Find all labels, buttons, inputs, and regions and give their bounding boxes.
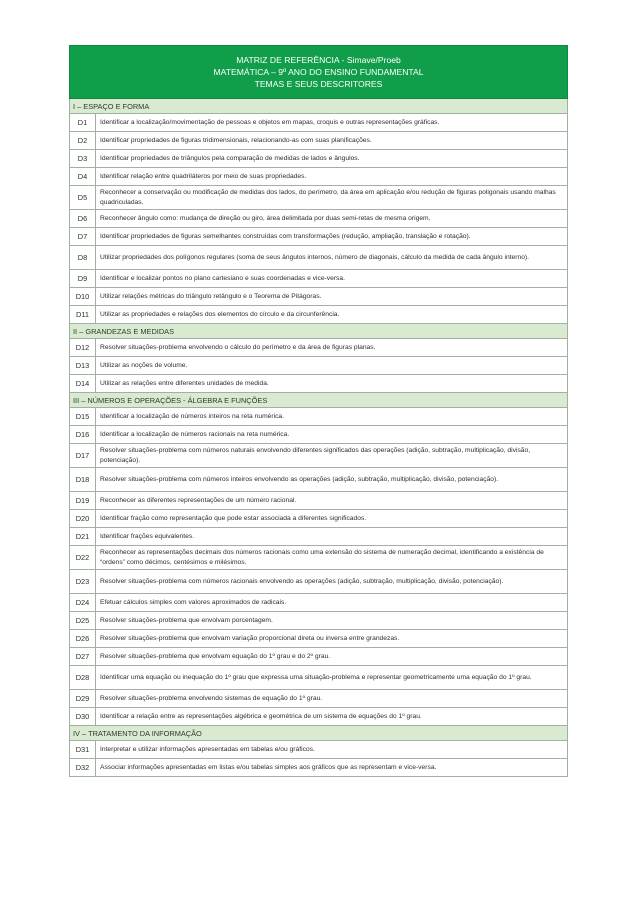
descriptor-text: Utilizar as noções de volume. xyxy=(96,357,568,375)
descriptor-code: D29 xyxy=(70,690,96,708)
reference-matrix-table xyxy=(69,45,568,777)
descriptor-text: Identificar fração como representação que pode estar associada a diferentes significados. xyxy=(96,510,568,528)
section-header-row xyxy=(70,726,568,741)
descriptor-code: D9 xyxy=(70,270,96,288)
descriptor-text: Utilizar as relações entre diferentes unidades de medida. xyxy=(96,375,568,393)
descriptor-row xyxy=(70,132,568,150)
header-subtitle: MATEMÁTICA – 9º ANO DO ENSINO FUNDAMENTAL xyxy=(213,67,424,77)
descriptor-row xyxy=(70,546,568,570)
descriptor-row xyxy=(70,690,568,708)
descriptor-text: Resolver situações-problema que envolvam equação do 1º grau e do 2º grau. xyxy=(96,648,568,666)
descriptor-row xyxy=(70,612,568,630)
section-title: II – GRANDEZAS E MEDIDAS xyxy=(70,324,568,339)
descriptor-row xyxy=(70,246,568,270)
section-header-row xyxy=(70,324,568,339)
descriptor-code: D23 xyxy=(70,570,96,594)
descriptor-text: Identificar propriedades de figuras tridimensionais, relacionando-as com suas planificações. xyxy=(96,132,568,150)
descriptor-text: Interpretar e utilizar informações apresentadas em tabelas e/ou gráficos. xyxy=(96,741,568,759)
descriptor-text: Reconhecer as representações decimais dos números racionais como uma extensão do sistema de numeração decimal, identificando a existência de “ordens” como décimos, centésimos e milésimos. xyxy=(96,546,568,570)
descriptor-row xyxy=(70,270,568,288)
descriptor-text: Resolver situações-problema com números naturais envolvendo diferentes significados das operações (adição, subtração, multiplicação, divisão, potenciação). xyxy=(96,444,568,468)
descriptor-row xyxy=(70,444,568,468)
descriptor-text: Utilizar as propriedades e relações dos elementos do círculo e da circunferência. xyxy=(96,306,568,324)
descriptor-code: D25 xyxy=(70,612,96,630)
descriptor-text: Identificar a localização/movimentação de pessoas e objetos em mapas, croquis e outras representações gráficas. xyxy=(96,114,568,132)
descriptor-code: D16 xyxy=(70,426,96,444)
descriptor-row xyxy=(70,666,568,690)
descriptor-text: Resolver situações-problema que envolvam variação proporcional direta ou inversa entre grandezas. xyxy=(96,630,568,648)
descriptor-row xyxy=(70,630,568,648)
descriptor-code: D17 xyxy=(70,444,96,468)
descriptor-text: Reconhecer ângulo como: mudança de direção ou giro, área delimitada por duas semi-retas de mesma origem. xyxy=(96,210,568,228)
descriptor-code: D32 xyxy=(70,759,96,777)
descriptor-text: Resolver situações-problema que envolvam porcentagem. xyxy=(96,612,568,630)
descriptor-code: D18 xyxy=(70,468,96,492)
descriptor-row xyxy=(70,759,568,777)
descriptor-code: D8 xyxy=(70,246,96,270)
descriptor-text: Associar informações apresentadas em listas e/ou tabelas simples aos gráficos que as representam e vice-versa. xyxy=(96,759,568,777)
descriptor-row xyxy=(70,426,568,444)
descriptor-code: D11 xyxy=(70,306,96,324)
descriptor-row xyxy=(70,228,568,246)
descriptor-code: D7 xyxy=(70,228,96,246)
descriptor-row xyxy=(70,114,568,132)
descriptor-row xyxy=(70,708,568,726)
descriptor-text: Identificar a localização de números inteiros na reta numérica. xyxy=(96,408,568,426)
table-header xyxy=(70,46,568,99)
header-caption: TEMAS E SEUS DESCRITORES xyxy=(254,79,383,89)
descriptor-code: D10 xyxy=(70,288,96,306)
descriptor-text: Identificar relação entre quadriláteros por meio de suas propriedades. xyxy=(96,168,568,186)
descriptor-text: Identificar a relação entre as representações algébrica e geométrica de um sistema de equações do 1º grau. xyxy=(96,708,568,726)
descriptor-row xyxy=(70,492,568,510)
descriptor-row xyxy=(70,288,568,306)
descriptor-code: D5 xyxy=(70,186,96,210)
descriptor-code: D15 xyxy=(70,408,96,426)
descriptor-code: D12 xyxy=(70,339,96,357)
descriptor-row xyxy=(70,528,568,546)
descriptor-text: Utilizar propriedades dos polígonos regulares (soma de seus ângulos internos, número de diagonais, cálculo da medida de cada ângulo interno). xyxy=(96,246,568,270)
section-title: I – ESPAÇO E FORMA xyxy=(70,99,568,114)
descriptor-row xyxy=(70,741,568,759)
descriptor-code: D6 xyxy=(70,210,96,228)
descriptor-code: D24 xyxy=(70,594,96,612)
descriptor-text: Resolver situações-problema envolvendo sistemas de equação do 1º grau. xyxy=(96,690,568,708)
descriptor-code: D3 xyxy=(70,150,96,168)
descriptor-code: D4 xyxy=(70,168,96,186)
section-title: IV – TRATAMENTO DA INFORMAÇÃO xyxy=(70,726,568,741)
descriptor-text: Resolver situações-problema envolvendo o cálculo do perímetro e da área de figuras planas. xyxy=(96,339,568,357)
table-header-row xyxy=(70,46,568,99)
descriptor-code: D1 xyxy=(70,114,96,132)
descriptor-text: Identificar propriedades de triângulos pela comparação de medidas de lados e ângulos. xyxy=(96,150,568,168)
section-title: III – NÚMEROS E OPERAÇÕES - ÁLGEBRA E FUNÇÕES xyxy=(70,393,568,408)
descriptor-row xyxy=(70,375,568,393)
descriptor-row xyxy=(70,186,568,210)
descriptor-text: Identificar propriedades de figuras semelhantes construídas com transformações (redução, ampliação, translação e rotação). xyxy=(96,228,568,246)
descriptor-code: D19 xyxy=(70,492,96,510)
descriptor-row xyxy=(70,210,568,228)
descriptor-row xyxy=(70,570,568,594)
descriptor-row xyxy=(70,357,568,375)
descriptor-code: D13 xyxy=(70,357,96,375)
descriptor-code: D28 xyxy=(70,666,96,690)
section-header-row xyxy=(70,99,568,114)
descriptor-code: D14 xyxy=(70,375,96,393)
descriptor-row xyxy=(70,339,568,357)
descriptor-row xyxy=(70,306,568,324)
descriptor-text: Reconhecer as diferentes representações de um número racional. xyxy=(96,492,568,510)
descriptor-code: D27 xyxy=(70,648,96,666)
descriptor-text: Identificar frações equivalentes. xyxy=(96,528,568,546)
descriptor-row xyxy=(70,510,568,528)
section-header-row xyxy=(70,393,568,408)
descriptor-row xyxy=(70,150,568,168)
descriptor-text: Resolver situações-problema com números inteiros envolvendo as operações (adição, subtração, multiplicação, divisão, potenciação). xyxy=(96,468,568,492)
descriptor-code: D26 xyxy=(70,630,96,648)
descriptor-text: Identificar a localização de números racionais na reta numérica. xyxy=(96,426,568,444)
descriptor-text: Identificar e localizar pontos no plano cartesiano e suas coordenadas e vice-versa. xyxy=(96,270,568,288)
descriptor-text: Resolver situações-problema com números racionais envolvendo as operações (adição, subtração, multiplicação, divisão, potenciação). xyxy=(96,570,568,594)
descriptor-text: Identificar uma equação ou inequação do 1º grau que expressa uma situação-problema e representar geometricamente uma equação do 1º grau. xyxy=(96,666,568,690)
descriptor-text: Efetuar cálculos simples com valores aproximados de radicais. xyxy=(96,594,568,612)
descriptor-code: D31 xyxy=(70,741,96,759)
header-title: MATRIZ DE REFERÊNCIA - Simave/Proeb xyxy=(236,55,401,65)
descriptor-code: D20 xyxy=(70,510,96,528)
descriptor-row xyxy=(70,408,568,426)
descriptor-code: D21 xyxy=(70,528,96,546)
descriptor-row xyxy=(70,594,568,612)
descriptor-row xyxy=(70,648,568,666)
descriptor-text: Utilizar relações métricas do triângulo retângulo e o Teorema de Pitágoras. xyxy=(96,288,568,306)
descriptor-code: D22 xyxy=(70,546,96,570)
descriptor-row xyxy=(70,168,568,186)
descriptor-row xyxy=(70,468,568,492)
descriptor-text: Reconhecer a conservação ou modificação de medidas dos lados, do perímetro, da área em aplicação e/ou redução de figuras poligonais usando malhas quadriculadas. xyxy=(96,186,568,210)
descriptor-code: D30 xyxy=(70,708,96,726)
descriptor-code: D2 xyxy=(70,132,96,150)
